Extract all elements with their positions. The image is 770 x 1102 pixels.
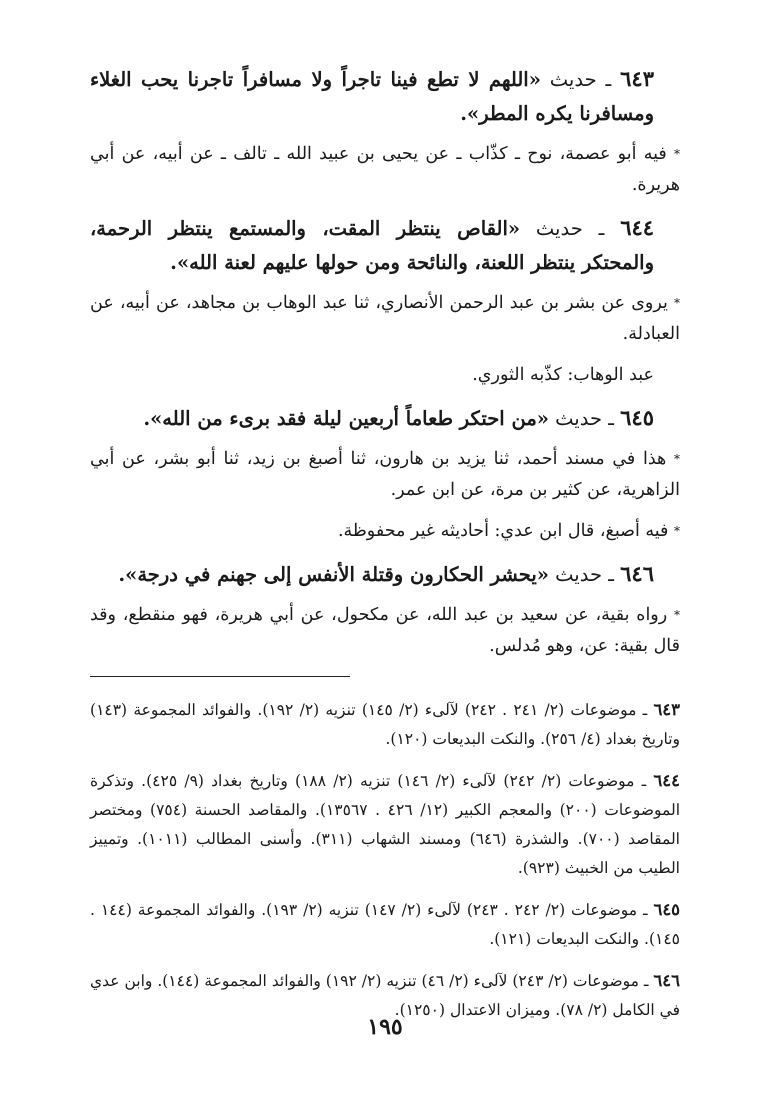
footnote-text: ـ موضوعات (٢/ ٢٤٢ . ٢٤٣) لآلىء (٢/ ١٤٧) تنزيه (٢/ ١٩٣). والفوائد المجموعة (١٤٤ . ١٤٥). والنكت البديعات (١٢١). bbox=[90, 901, 680, 948]
hadith-note bbox=[90, 444, 680, 506]
hadith-text: «اللهم لا تطع فينا تاجراً ولا مسافراً تاجرنا يحب الغلاء ومسافرنا يكره المطر». bbox=[90, 68, 654, 125]
note-text: رواه بقية، عن سعيد بن عبد الله، عن مكحول، عن أبي هريرة، فهو منقطع، وقد قال بقية: عن، وهو مُدلس. bbox=[90, 605, 680, 656]
hadith-entry-643 bbox=[90, 62, 680, 131]
entry-number: ٦٤٣ bbox=[620, 66, 654, 91]
entry-hadith-word: حديث bbox=[535, 217, 583, 240]
star-marker: * bbox=[673, 452, 680, 466]
hadith-note bbox=[90, 139, 680, 201]
footnote-text: ـ موضوعات (٢/ ٢٤١ . ٢٤٢) لآلىء (٢/ ١٤٥) تنزيه (٢/ ١٩٢). والفوائد المجموعة (١٤٣) وتاريخ بغداد (٤/ ٢٥٦). والنكت البديعات (١٢٠). bbox=[90, 701, 680, 748]
hadith-plain-note: عبد الوهاب: كذّبه الثوري. bbox=[472, 365, 654, 385]
star-marker: * bbox=[674, 296, 680, 310]
note-text: فيه أبو عصمة، نوح ـ كذّاب ـ عن يحيى بن عبيد الله ـ تالف ـ عن أبيه، عن أبي هريرة. bbox=[90, 144, 680, 195]
footnote-divider bbox=[90, 676, 350, 677]
hadith-text: «يحشر الحكارون وقتلة الأنفس إلى جهنم في درجة». bbox=[118, 563, 549, 586]
hadith-entry-644 bbox=[90, 211, 680, 280]
entry-number: ٦٤٥ bbox=[620, 405, 654, 430]
star-marker: * bbox=[673, 608, 680, 622]
page-number: ١٩٥ bbox=[367, 1014, 403, 1040]
entry-dash: ـ bbox=[605, 68, 612, 91]
note-text: هذا في مسند أحمد، ثنا يزيد بن هارون، ثنا أصبغ بن زيد، ثنا أبو بشر، عن أبي الزاهرية، عن كثير بن مرة، عن ابن عمر. bbox=[90, 449, 680, 500]
hadith-entry-646 bbox=[90, 557, 680, 592]
hadith-note bbox=[90, 288, 680, 350]
footnote-645 bbox=[90, 895, 680, 954]
entry-dash: ـ bbox=[598, 217, 605, 240]
footnote-number: ٦٤٦ bbox=[653, 971, 680, 990]
footnote-644 bbox=[90, 766, 680, 883]
hadith-entry-645 bbox=[90, 401, 680, 436]
entry-hadith-word: حديث bbox=[549, 68, 597, 91]
entry-number: ٦٤٤ bbox=[620, 215, 655, 240]
hadith-note bbox=[90, 600, 680, 662]
entry-dash: ـ bbox=[608, 407, 614, 430]
hadith-text: «من احتكر طعاماً أربعين ليلة فقد برىء من الله». bbox=[143, 407, 549, 430]
footnote-number: ٦٤٥ bbox=[653, 900, 681, 919]
note-text: فيه أصبغ، قال ابن عدي: أحاديثه غير محفوظة. bbox=[337, 521, 669, 541]
entry-dash: ـ bbox=[608, 563, 614, 586]
entry-hadith-word: حديث bbox=[555, 563, 603, 586]
note-text: يروى عن بشر بن عبد الرحمن الأنصاري، ثنا عبد الوهاب بن مجاهد، عن أبيه، عن العبادلة. bbox=[90, 293, 680, 344]
footnote-text: ـ موضوعات (٢/ ٢٤٢) لآلىء (٢/ ١٤٦) تنزيه (٢/ ١٨٨) وتاريخ بغداد (٩/ ٤٢٥). وتذكرة الموضوعات (٢٠٠) والمعجم الكبير (١٢/ ٤٢٦ . ١٣٥٦٧). والمقاصد الحسنة (٧٥٤) ومختصر المقاصد (٧٠٠). والشذرة (٦٤٦) ومسند الشهاب (٣١١). وأسنى المطالب (١٠١١). وتمييز الطيب من الخبيث (٩٢٣). bbox=[90, 772, 680, 877]
hadith-text: «القاص ينتظر المقت، والمستمع ينتظر الرحمة، والمحتكر ينتظر اللعنة، والنائحة ومن حولها عليهم لعنة الله». bbox=[90, 217, 654, 274]
hadith-note bbox=[90, 516, 680, 547]
star-marker: * bbox=[674, 524, 680, 538]
footnote-643 bbox=[90, 695, 680, 754]
page-body bbox=[90, 62, 680, 1037]
footnote-number: ٦٤٣ bbox=[653, 700, 681, 719]
entry-number: ٦٤٦ bbox=[620, 561, 654, 586]
star-marker: * bbox=[674, 147, 680, 161]
entry-hadith-word: حديث bbox=[555, 407, 603, 430]
footnote-text: ـ موضوعات (٢/ ٢٤٣) لآلىء (٢/ ٤٦) تنزيه (٢/ ١٩٢) والفوائد المجموعة (١٤٤). وابن عدي في الكامل (٢/ ٧٨). وميزان الاعتدال (١٢٥٠). bbox=[90, 972, 680, 1019]
footnote-number: ٦٤٤ bbox=[653, 771, 681, 790]
